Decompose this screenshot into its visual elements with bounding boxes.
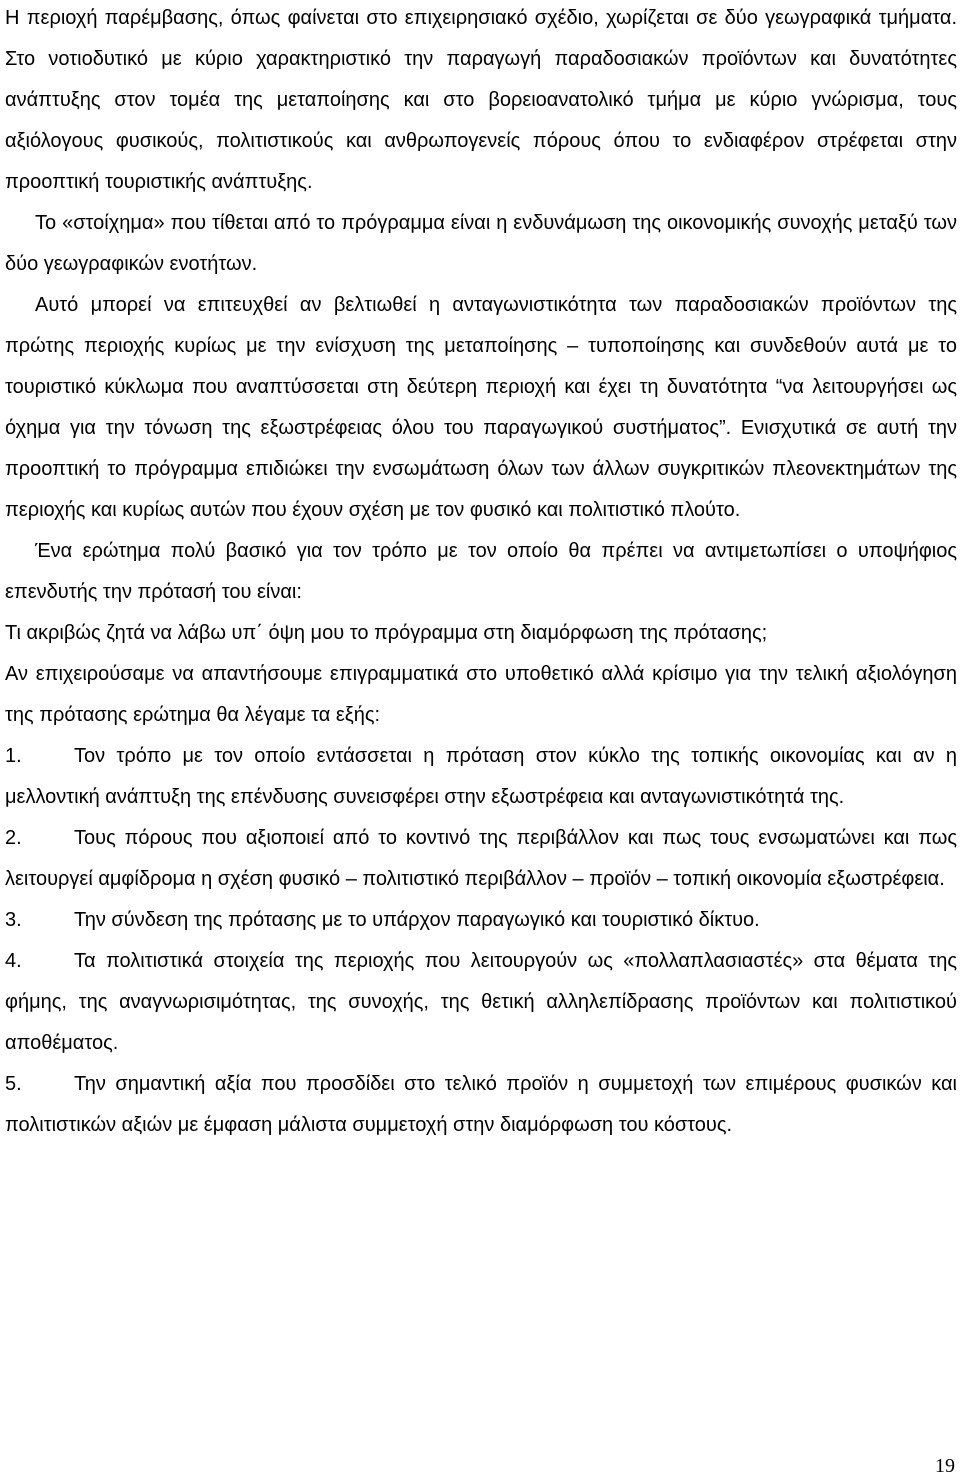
list-number: 1.: [5, 745, 22, 767]
list-number: 3.: [5, 909, 22, 931]
list-item: [5, 1064, 957, 1146]
list-item: [5, 736, 957, 818]
list-number: 4.: [5, 950, 22, 972]
list-item: [5, 818, 957, 900]
list-number: 5.: [5, 1073, 22, 1095]
page-number: 19: [935, 1455, 955, 1477]
list-number: 2.: [5, 827, 22, 849]
document-body: [5, 0, 957, 1146]
list-item-text: Την σύνδεση της πρότασης με το υπάρχον παραγωγικό και τουριστικό δίκτυο.: [74, 909, 760, 931]
list-item-text: Τους πόρους που αξιοποιεί από το κοντινό της περιβάλλον και πως τους ενσωματώνει και πως λειτουργεί αμφίδρομα η σχέση φυσικό – πολιτιστικό περιβάλλον – προϊόν – τοπική οικονομία εξωστρέφεια.: [5, 827, 957, 890]
list-item: [5, 900, 957, 941]
list-item-text: Τα πολιτιστικά στοιχεία της περιοχής που λειτουργούν ως «πολλαπλασιαστές» στα θέματα της φήμης, της αναγνωρισιμότητας, της συνοχής, της θετική αλληλεπίδρασης προϊόντων και πολιτιστικού αποθέματος.: [5, 950, 957, 1054]
list-item-text: Την σημαντική αξία που προσδίδει στο τελικό προϊόν η συμμετοχή των επιμέρους φυσικών και πολιτιστικών αξιών με έμφαση μάλιστα συμμετοχή στην διαμόρφωση του κόστους.: [5, 1073, 957, 1136]
paragraph: Αυτό μπορεί να επιτευχθεί αν βελτιωθεί η ανταγωνιστικότητα των παραδοσιακών προϊόντων της πρώτης περιοχής κυρίως με την ενίσχυση της μεταποίησης – τυποποίησης και συνδεθούν αυτά με το τουριστικό κύκλωμα που αναπτύσσεται στη δεύτερη περιοχή και έχει τη δυνατότητα “να λειτουργήσει ως όχημα για την τόνωση της εξωστρέφειας όλου του παραγωγικού συστήματος”. Ενισχυτικά σε αυτή την προοπτική το πρόγραμμα επιδιώκει την ενσωμάτωση όλων των άλλων συγκριτικών πλεονεκτημάτων της περιοχής και κυρίως αυτών που έχουν σχέση με τον φυσικό και πολιτιστικό πλούτο.: [5, 294, 957, 521]
list-item: [5, 941, 957, 1064]
list-item-text: Τον τρόπο με τον οποίο εντάσσεται η πρόταση στον κύκλο της τοπικής οικονομίας και αν η μελλοντική ανάπτυξη της επένδυσης συνεισφέρει στην εξωστρέφεια και ανταγωνιστικότητά της.: [5, 745, 957, 808]
question-line: Τι ακριβώς ζητά να λάβω υπ΄ όψη μου το πρόγραμμα στη διαμόρφωση της πρότασης;: [5, 622, 768, 644]
paragraph: Αν επιχειρούσαμε να απαντήσουμε επιγραμματικά στο υποθετικό αλλά κρίσιμο για την τελική αξιολόγηση της πρότασης ερώτημα θα λέγαμε τα εξής:: [5, 663, 957, 726]
paragraph: Ένα ερώτημα πολύ βασικό για τον τρόπο με τον οποίο θα πρέπει να αντιμετωπίσει ο υποψήφιος επενδυτής την πρότασή του είναι:: [5, 540, 957, 603]
paragraph: Το «στοίχημα» που τίθεται από το πρόγραμμα είναι η ενδυνάμωση της οικονομικής συνοχής μεταξύ των δύο γεωγραφικών ενοτήτων.: [5, 212, 957, 275]
paragraph: Η περιοχή παρέμβασης, όπως φαίνεται στο επιχειρησιακό σχέδιο, χωρίζεται σε δύο γεωγραφικά τμήματα. Στο νοτιοδυτικό με κύριο χαρακτηριστικό την παραγωγή παραδοσιακών προϊόντων και δυνατότητες ανάπτυξης στον τομέα της μεταποίησης και στο βορειοανατολικό τμήμα με κύριο γνώρισμα, τους αξιόλογους φυσικούς, πολιτιστικούς και ανθρωπογενείς πόρους όπου το ενδιαφέρον στρέφεται στην προοπτική τουριστικής ανάπτυξης.: [5, 7, 957, 193]
